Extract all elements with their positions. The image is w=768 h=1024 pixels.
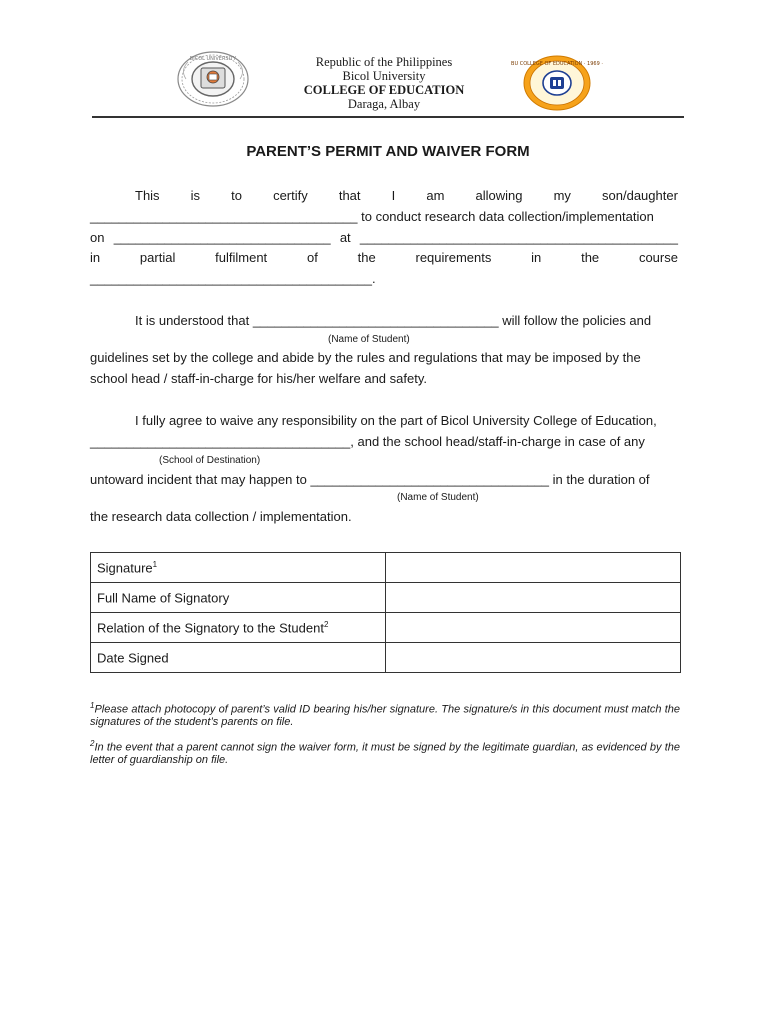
school-blank: ____________________________________ (90, 434, 351, 449)
header-divider (92, 116, 684, 118)
header-republic: Republic of the Philippines (315, 55, 453, 69)
word: son/daughter (602, 188, 678, 203)
word: This (135, 188, 160, 203)
footnote-1 (90, 700, 680, 729)
word: my (553, 188, 571, 203)
word: the (357, 250, 376, 265)
footnote-2 (90, 738, 680, 767)
word: of (306, 250, 318, 265)
para2-line1 (135, 313, 678, 329)
institution-header (250, 55, 518, 111)
full-name-field[interactable] (386, 583, 681, 613)
footnote-mark: 2 (323, 619, 329, 629)
table-row (91, 613, 681, 643)
signature-table (90, 552, 681, 673)
para3-line4: the research data collection / implementation. (90, 509, 352, 524)
word: allowing (475, 188, 523, 203)
header-location: Daraga, Albay (347, 97, 421, 111)
student-name-blank: _________________________________ (310, 472, 550, 487)
school-of-destination-caption: (School of Destination) (159, 455, 261, 466)
student-name-blank: _____________________________________ (90, 209, 358, 224)
word: that (338, 188, 361, 203)
table-row (91, 553, 681, 583)
name-of-student-caption: (Name of Student) (397, 492, 479, 503)
para2-line3: school head / staff-in-charge for his/her welfare and safety. (90, 371, 427, 386)
word: requirements (415, 250, 492, 265)
para1-line2-text: to conduct research data collection/implementation (357, 209, 654, 224)
word: partial (139, 250, 176, 265)
footnote-text: In the event that a parent cannot sign the waiver form, it must be signed by the legitimate guardian, as evidenced by the letter of guardianship on file. (90, 741, 680, 767)
para2-text-b: will follow the policies and (502, 313, 652, 328)
bicol-university-seal (176, 50, 250, 108)
seal-text: BICOL UNIVERSITY (189, 56, 237, 62)
para3-line3 (90, 472, 678, 488)
para3-text-a: untoward incident that may happen to (90, 472, 307, 487)
date-signed-field[interactable] (386, 643, 681, 673)
row-label (91, 583, 386, 613)
word: in (90, 250, 101, 265)
para1-line4 (90, 250, 678, 266)
label-text: Date Signed (97, 650, 169, 666)
header-college: COLLEGE OF EDUCATION (303, 83, 465, 97)
word: am (426, 188, 445, 203)
word: fulfilment (215, 250, 268, 265)
para3-line2-text: , and the school head/staff-in-charge in case of any (350, 434, 645, 449)
seal-text: BU COLLEGE OF EDUCATION · 1969 · (511, 61, 603, 67)
word: to (231, 188, 242, 203)
para3-text-b: in the duration of (552, 472, 650, 487)
label-text: Full Name of Signatory (97, 590, 230, 606)
word: course (638, 250, 678, 265)
para1-line1 (135, 188, 678, 204)
para1-line2 (90, 209, 678, 225)
para2-text-a: It is understood that (135, 313, 250, 328)
footnote-text: Please attach photocopy of parent’s valid ID bearing his/her signature. The signature/s in this document must match the signatures of the student’s parents on file. (90, 703, 680, 729)
footnote-mark: 1 (90, 701, 95, 710)
word: at (339, 230, 351, 245)
footnote-mark: 2 (90, 739, 95, 748)
footnote-mark: 1 (152, 559, 158, 569)
signature-field[interactable] (386, 553, 681, 583)
word: I (391, 188, 396, 203)
course-blank: _______________________________________. (90, 271, 376, 286)
college-of-education-seal (511, 54, 603, 112)
para3-line2 (90, 434, 678, 450)
name-of-student-caption: (Name of Student) (328, 334, 410, 345)
word: the (581, 250, 600, 265)
header-university: Bicol University (342, 69, 426, 83)
word: is (190, 188, 201, 203)
label-text: Relation of the Signatory to the Student (97, 620, 324, 636)
para1-line3 (90, 230, 678, 246)
table-row (91, 643, 681, 673)
word: in (531, 250, 542, 265)
row-label (91, 553, 386, 583)
para3-line1: I fully agree to waive any responsibility on the part of Bicol University College of Education, (135, 413, 657, 428)
page-title: PARENT’S PERMIT AND WAIVER FORM (246, 143, 530, 160)
relation-field[interactable] (386, 613, 681, 643)
word: on (90, 230, 105, 245)
student-name-blank: __________________________________ (252, 313, 499, 328)
row-label (91, 613, 386, 643)
venue-blank: ____________________________________________ (359, 230, 678, 245)
word: certify (273, 188, 308, 203)
date-blank: ______________________________ (113, 230, 331, 245)
row-label (91, 643, 386, 673)
table-row (91, 583, 681, 613)
label-text: Signature (97, 560, 153, 576)
para2-line2: guidelines set by the college and abide by the rules and regulations that may be imposed by the (90, 350, 641, 365)
